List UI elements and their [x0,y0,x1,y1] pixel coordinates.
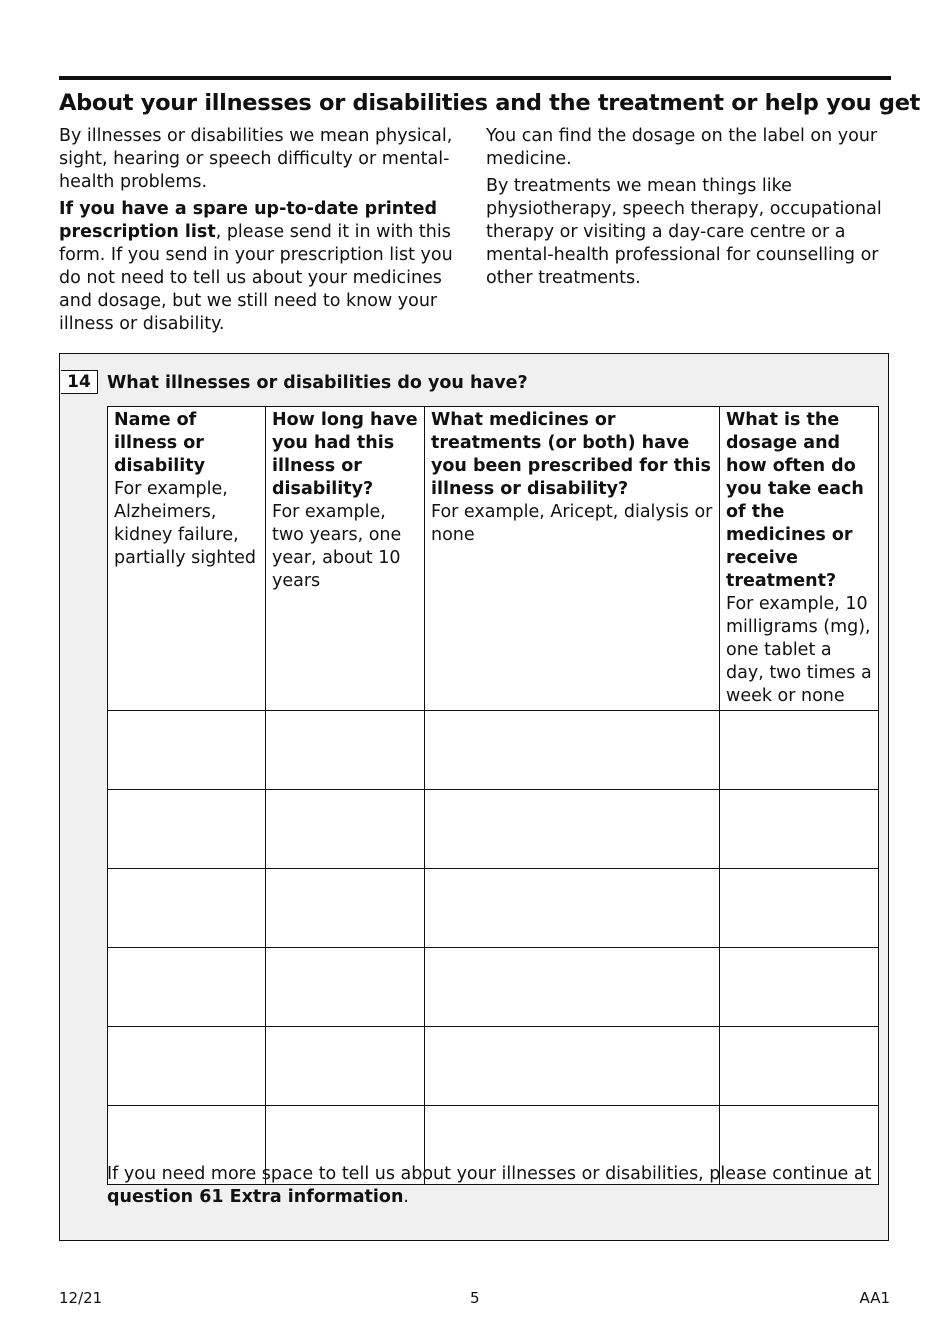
column-header-illness-name [108,407,266,711]
section-heading: About your illnesses or disabilities and the treatment or help you get [59,90,921,116]
dosage-input[interactable] [720,869,878,947]
medicines-input[interactable] [425,948,719,1026]
table-row [108,790,879,869]
prescription-list-bold: If you have a spare up-to-date printed prescription list [59,199,438,242]
illness-name-cell[interactable] [108,711,266,790]
illness-table [107,406,879,1185]
footer-form-code: AA1 [859,1289,890,1307]
column-title: What medicines or treatments (or both) have you been prescribed for this illness or disability? [431,410,711,499]
medicines-cell[interactable] [425,711,720,790]
table-header-row [108,407,879,711]
duration-cell[interactable] [266,790,425,869]
intro-treatment-definition: By treatments we mean things like physiotherapy, speech therapy, occupational therapy or visiting a day-care centre or a mental-health professional for counselling or other treatments. [486,176,882,288]
column-header-dosage [720,407,879,711]
intro-right-column [486,125,886,294]
column-hint: For example, two years, one year, about 10 years [272,502,402,591]
medicines-input[interactable] [425,711,719,789]
dosage-cell[interactable] [720,1027,879,1106]
table-row [108,948,879,1027]
question-text: What illnesses or disabilities do you have? [107,373,528,393]
duration-input[interactable] [266,790,424,868]
column-hint: For example, Aricept, dialysis or none [431,502,713,545]
dosage-cell[interactable] [720,869,879,948]
note-text: If you need more space to tell us about your illnesses or disabilities, please continue at [107,1164,872,1184]
duration-input[interactable] [266,869,424,947]
illness-name-cell[interactable] [108,948,266,1027]
intro-dosage-note: You can find the dosage on the label on your medicine. [486,126,878,169]
illness-name-input[interactable] [108,1027,265,1105]
medicines-cell[interactable] [425,869,720,948]
column-title: What is the dosage and how often do you take each of the medicines or receive treatment? [726,410,864,591]
dosage-cell[interactable] [720,948,879,1027]
medicines-input[interactable] [425,869,719,947]
dosage-input[interactable] [720,711,878,789]
dosage-input[interactable] [720,1027,878,1105]
duration-input[interactable] [266,948,424,1026]
column-header-duration [266,407,425,711]
table-row [108,711,879,790]
illness-name-cell[interactable] [108,1027,266,1106]
column-title: How long have you had this illness or disability? [272,410,418,499]
intro-left-column [59,125,459,340]
note-end: . [403,1187,409,1207]
footer-date: 12/21 [59,1289,103,1307]
duration-cell[interactable] [266,1027,425,1106]
duration-input[interactable] [266,711,424,789]
medicines-cell[interactable] [425,948,720,1027]
prescription-list-rest: , please send it in with this form. If you send in your prescription list you do not need to tell us about your medicines and dosage, but we still need to know your illness or disability. [59,222,453,334]
column-title: Name of illness or disability [114,410,206,476]
illness-name-input[interactable] [108,948,265,1026]
dosage-input[interactable] [720,790,878,868]
column-header-medicines [425,407,720,711]
illness-name-input[interactable] [108,869,265,947]
duration-cell[interactable] [266,869,425,948]
medicines-cell[interactable] [425,790,720,869]
duration-cell[interactable] [266,948,425,1027]
illness-name-input[interactable] [108,711,265,789]
medicines-input[interactable] [425,790,719,868]
footer-page-number: 5 [470,1289,480,1307]
medicines-cell[interactable] [425,1027,720,1106]
intro-illness-definition: By illnesses or disabilities we mean physical, sight, hearing or speech difficulty or mental-health problems. [59,126,453,192]
illness-name-input[interactable] [108,790,265,868]
illness-name-cell[interactable] [108,790,266,869]
note-question-reference: question 61 Extra information [107,1187,404,1207]
question-number: 14 [61,370,98,394]
column-hint: For example, Alzheimers, kidney failure, partially sighted [114,479,257,568]
intro-prescription-paragraph [59,198,459,336]
table-row [108,869,879,948]
dosage-cell[interactable] [720,790,879,869]
table-row [108,1027,879,1106]
top-rule [59,76,891,80]
duration-cell[interactable] [266,711,425,790]
medicines-input[interactable] [425,1027,719,1105]
duration-input[interactable] [266,1027,424,1105]
more-space-note [107,1163,887,1209]
column-hint: For example, 10 milligrams (mg), one tablet a day, two times a week or none [726,594,872,706]
dosage-cell[interactable] [720,711,879,790]
illness-name-cell[interactable] [108,869,266,948]
dosage-input[interactable] [720,948,878,1026]
